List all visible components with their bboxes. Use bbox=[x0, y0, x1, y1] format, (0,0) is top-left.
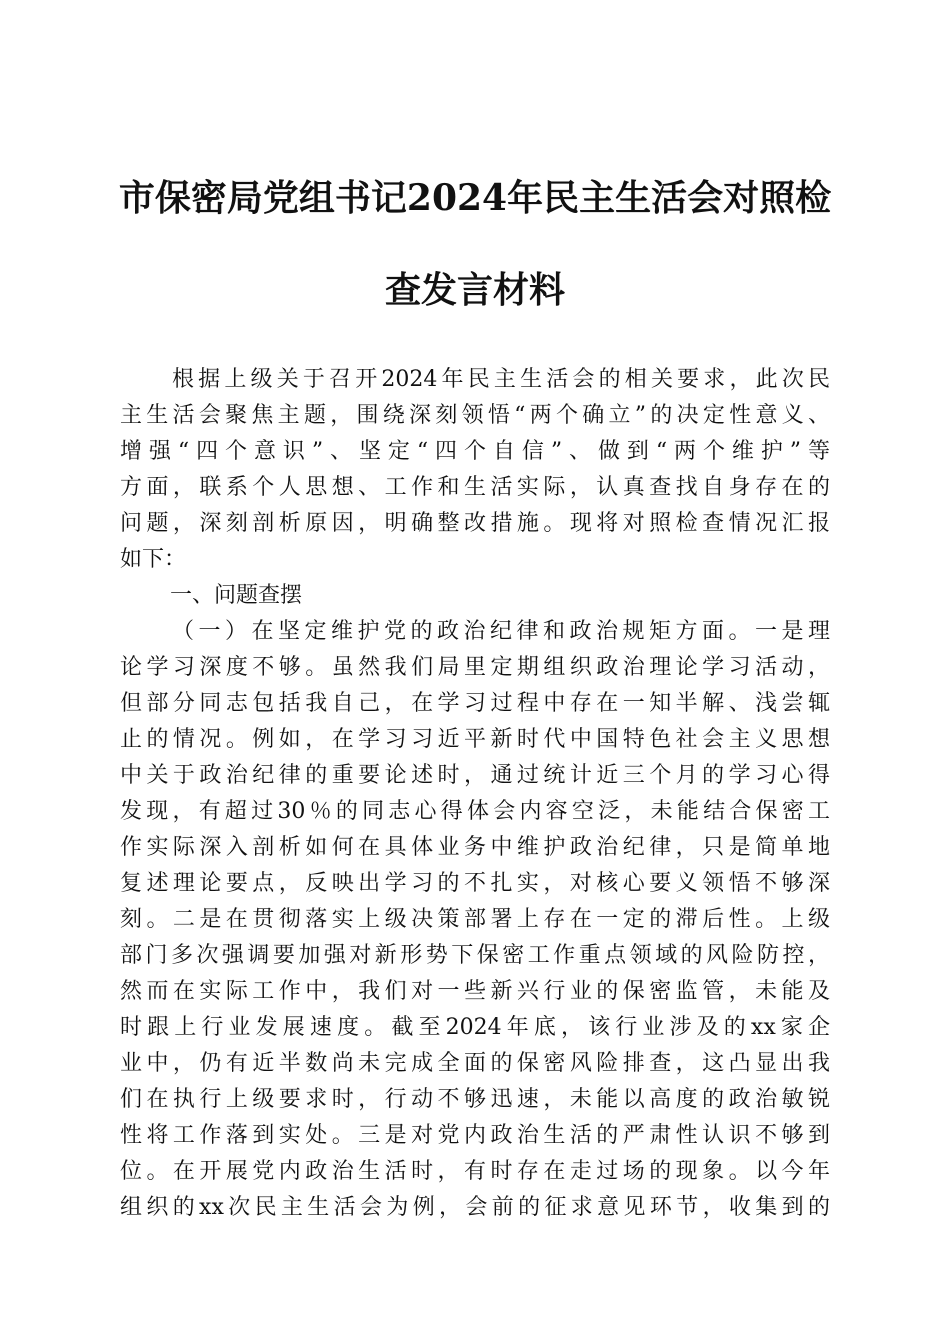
section-line: 中关于政治纪律的重要论述时，通过统计近三个月的学习心得 bbox=[120, 763, 830, 788]
section-line: 作实际深入剖析如何在具体业务中维护政治纪律，只是简单地 bbox=[120, 835, 830, 860]
section-line: 位。在开展党内政治生活时，有时存在走过场的现象。以今年 bbox=[120, 1159, 830, 1184]
section-line: 业中，仍有近半数尚未完成全面的保密风险排查，这凸显出我 bbox=[120, 1051, 830, 1076]
section-line: 组织的xx次民主生活会为例，会前的征求意见环节，收集到的 bbox=[120, 1195, 830, 1220]
section-line: 发现，有超过30％的同志心得体会内容空泛，未能结合保密工 bbox=[120, 799, 830, 824]
section-line: 刻。二是在贯彻落实上级决策部署上存在一定的滞后性。上级 bbox=[120, 907, 830, 932]
document-title-line-1: 市保密局党组书记2024年民主生活会对照检 bbox=[118, 177, 832, 219]
intro-line: 主生活会聚焦主题，围绕深刻领悟“两个确立”的决定性意义、 bbox=[120, 403, 830, 428]
section-line: 性将工作落到实处。三是对党内政治生活的严肃性认识不够到 bbox=[120, 1123, 830, 1148]
section-line: 时跟上行业发展速度。截至2024年底，该行业涉及的xx家企 bbox=[120, 1015, 830, 1040]
section-line: 止的情况。例如，在学习习近平新时代中国特色社会主义思想 bbox=[120, 727, 830, 752]
intro-line: 如下： bbox=[120, 547, 187, 572]
intro-line: 根据上级关于召开2024年民主生活会的相关要求，此次民 bbox=[172, 367, 830, 392]
section-line: 复述理论要点，反映出学习的不扎实，对核心要义领悟不够深 bbox=[120, 871, 830, 896]
section-line: 然而在实际工作中，我们对一些新兴行业的保密监管，未能及 bbox=[120, 979, 830, 1004]
section-line: 部门多次强调要加强对新形势下保密工作重点领域的风险防控， bbox=[120, 943, 830, 968]
section-line: 们在执行上级要求时，行动不够迅速，未能以高度的政治敏锐 bbox=[120, 1087, 830, 1112]
intro-line: 增强“四个意识”、坚定“四个自信”、做到“两个维护”等 bbox=[120, 439, 830, 464]
section-line: （一）在坚定维护党的政治纪律和政治规矩方面。一是理 bbox=[172, 619, 830, 644]
section-heading: 一、问题查摆 bbox=[170, 583, 303, 608]
section-line: 但部分同志包括我自己，在学习过程中存在一知半解、浅尝辄 bbox=[120, 691, 830, 716]
intro-line: 问题，深刻剖析原因，明确整改措施。现将对照检查情况汇报 bbox=[120, 511, 830, 536]
section-line: 论学习深度不够。虽然我们局里定期组织政治理论学习活动， bbox=[120, 655, 830, 680]
document-title-line-2: 查发言材料 bbox=[384, 269, 565, 311]
intro-line: 方面，联系个人思想、工作和生活实际，认真查找自身存在的 bbox=[120, 475, 830, 500]
